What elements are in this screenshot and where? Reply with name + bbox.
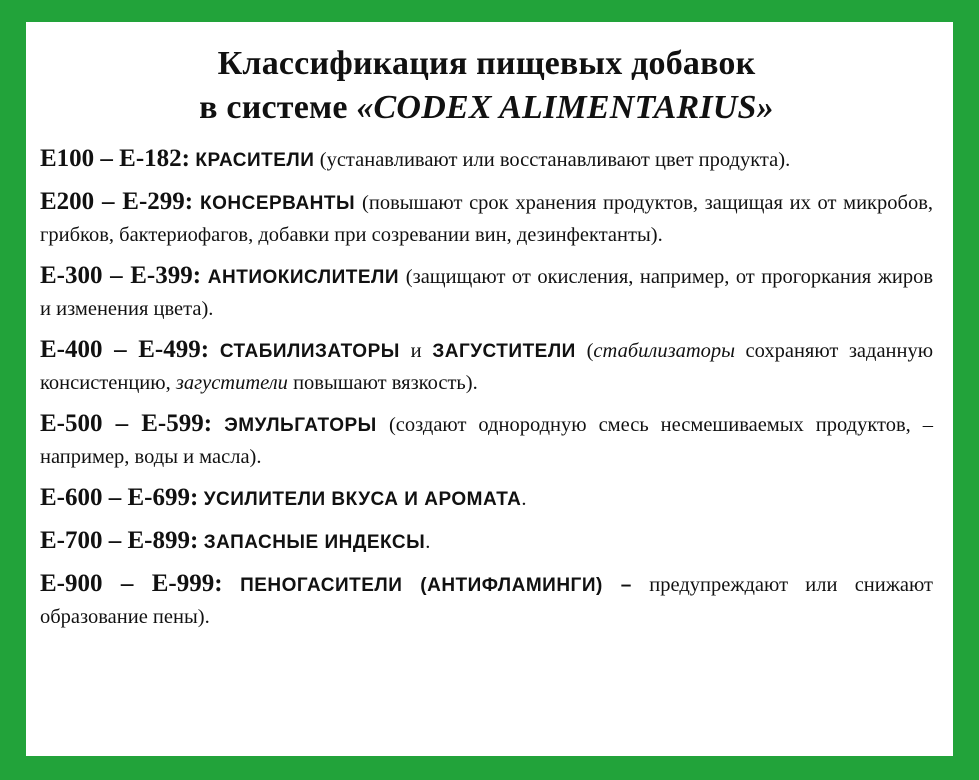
entry-category: ЭМУЛЬГАТОРЫ <box>224 415 377 436</box>
entry-category: ПЕНОГАСИТЕЛИ (АНТИФЛАМИНГИ) – <box>240 575 632 596</box>
entry-range: E-600 – E-699: <box>40 484 199 511</box>
entry-colorants <box>40 144 933 176</box>
desc-italic-stabilizers: стабилизаторы <box>593 340 736 362</box>
entry-category: КРАСИТЕЛИ <box>195 150 315 171</box>
entry-reserve-indices <box>40 526 933 558</box>
desc-end: повышают вязкость). <box>287 372 478 394</box>
entry-range: E-400 – E-499: <box>40 336 210 363</box>
entry-category-2: ЗАГУСТИТЕЛИ <box>432 341 576 362</box>
title-line-2-prefix: в системе <box>199 89 357 126</box>
entry-emulsifiers <box>40 409 933 472</box>
entry-description: (устанавливают или восстанавливают цвет продукта). <box>319 149 791 171</box>
content-panel <box>26 22 953 756</box>
page-title <box>40 42 933 130</box>
desc-open: ( <box>586 340 594 362</box>
entry-range: E200 – E-299: <box>40 188 194 215</box>
title-codex: «CODEX ALIMENTARIUS» <box>356 89 774 126</box>
entry-range: E-300 – E-399: <box>40 262 202 289</box>
entry-antioxidants <box>40 261 933 324</box>
entry-flavor-enhancers <box>40 483 933 515</box>
entry-description: . <box>521 488 527 510</box>
entry-antifoaming <box>40 569 933 632</box>
entry-preservatives <box>40 187 933 250</box>
entry-description: . <box>425 531 431 553</box>
entry-connector: и <box>410 340 422 362</box>
entry-category: УСИЛИТЕЛИ ВКУСА И АРОМАТА <box>203 489 522 510</box>
desc-italic-thickeners: загустители <box>175 372 288 394</box>
entry-range: E100 – E-182: <box>40 145 190 172</box>
entry-stabilizers-thickeners <box>40 335 933 398</box>
entry-category: ЗАПАСНЫЕ ИНДЕКСЫ <box>203 532 426 553</box>
entry-description: (повышают срок хранения продуктов, защищая их от микробов, грибков, бактериофагов, добавки при созревании вин, дезинфектанты). <box>40 192 934 246</box>
entry-category: КОНСЕРВАНТЫ <box>200 193 356 214</box>
title-line-1: Классификация пищевых добавок <box>217 45 756 82</box>
entry-category: СТАБИЛИЗАТОРЫ <box>219 341 400 362</box>
entry-range: E-700 – E-899: <box>40 527 199 554</box>
desc-middle: сохраняют заданную консистенцию, <box>40 340 934 394</box>
entry-description: (защищают от окисления, например, от прогоркания жиров и изменения цвета). <box>40 266 934 320</box>
entry-range: E-900 – E-999: <box>40 570 223 597</box>
title-line-2 <box>40 86 933 130</box>
entry-description: (создают однородную смесь несмешиваемых продуктов, – например, воды и масла). <box>40 414 933 468</box>
entry-description: предупреждают или снижают образование пены). <box>40 574 933 628</box>
entry-range: E-500 – E-599: <box>40 410 213 437</box>
entry-category: АНТИОКИСЛИТЕЛИ <box>207 267 400 288</box>
